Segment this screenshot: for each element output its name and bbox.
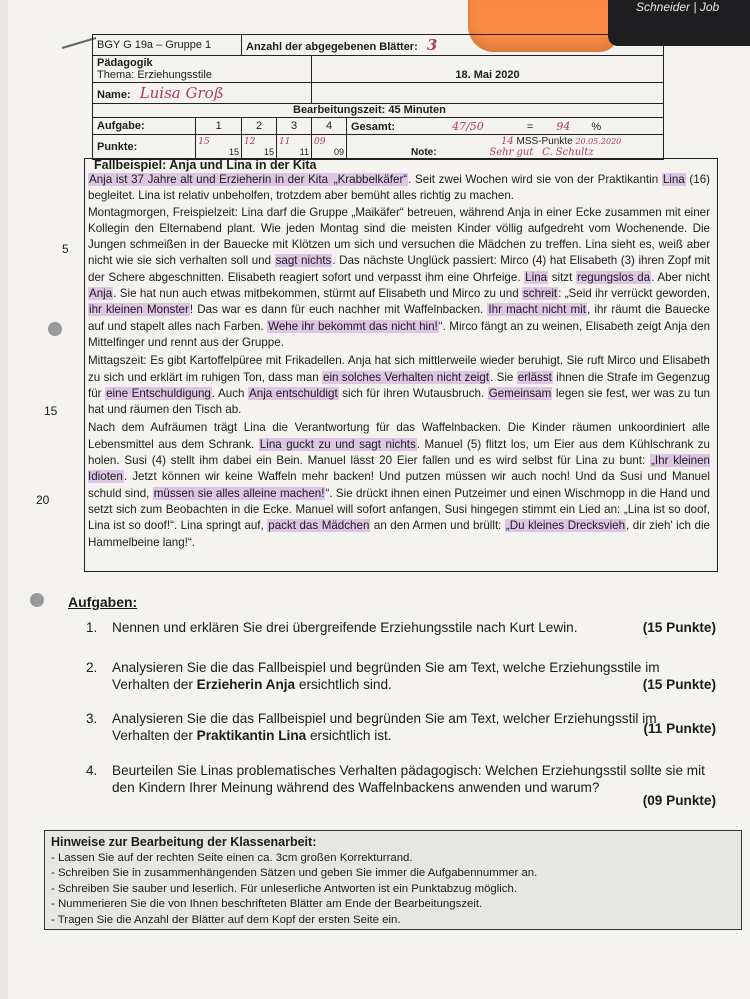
paragraph-waffles: Nach dem Aufräumen trägt Lina die Verantwortung für das Waffelnbacken. Die Kinder räumen unkoordiniert alle Lebensmittel aus dem Schrank. Lina guckt zu und sagt nichts. Manuel (5) flitzt los, um Eier aus dem Kühlschrank zu holen. Susi (4) stellt ihm dabei ein Bein. Manuel lässt 20 Eier fallen und es wird selbst für Lina zu bunt: „Ihr kleinen Idioten. Jetzt können wir keine Waffeln mehr backen! Und putzen müssen wir auch noch! Und da Susi und Manuel schuld sind, müssen sie alles alleine machen!“. Sie drückt ihnen einen Putzeimer und einen Wischmopp in die Hand und setzt sich zum Beobachten in die Ecke. Manuel will sofort anfangen, Susi hingegen stimmt ein Lied an: „Lina ist so doof, Lina ist so doof!“. Lina springt auf, packt das Mädchen an den Armen und brüllt: „Du kleines Drecksvieh, dir zieh' ich die Hammelbeine lang!“. (88, 421, 710, 549)
name-value: Luisa Groß (139, 84, 224, 102)
task-4: 4 (312, 118, 347, 135)
exam-header-table (92, 34, 664, 160)
punch-hole-bottom (30, 593, 44, 607)
line-number-20: 20 (36, 493, 50, 507)
task-item-2: 2. Analysieren Sie die das Fallbeispiel und begründen Sie am Text, welche Erziehungsstile im Verhalten der Erzieherin Anja ersichtlich sind. (15 Punkte) (86, 660, 716, 692)
name-cell: Name: Luisa Groß (93, 83, 312, 104)
task-label: Aufgabe: (93, 118, 196, 135)
points-3: 11 11 (277, 135, 312, 160)
course-cell: BGY G 19a – Gruppe 1 (93, 35, 242, 56)
marker-brand: Schneider | Job (636, 0, 720, 14)
hint-item: - Schreiben Sie sauber und leserlich. Für unleserliche Antworten ist ein Punktabzug möglich. (51, 882, 517, 895)
case-title: Fallbeispiel: Anja und Lina in der Kita (94, 158, 317, 172)
sheets-cell: Anzahl der abgegebenen Blätter: 3 (242, 35, 664, 56)
task-item-3: 3. Analysieren Sie die das Fallbeispiel und begründen Sie am Text, welcher Erziehungsstil im Verhalten der Praktikantin Lina ersichtlich ist. (11 Punkte) (86, 711, 716, 743)
hint-item: - Nummerieren Sie die von Ihnen beschrifteten Blätter am Ende der Bearbeitungszeit. (51, 898, 483, 910)
total-cell: Gesamt: 47/50 = 94 % (347, 118, 664, 135)
task-item-4: 4. Beurteilen Sie Linas problematisches Verhalten pädagogisch: Welchen Erziehungsstil sollte sie mit den Kindern Ihrer Meinung während des Waffelnbackens anwenden und warum? (09 Punkte) (86, 763, 716, 808)
points-4: 09 09 (312, 135, 347, 160)
task-3: 3 (277, 118, 312, 135)
task-1: 1 (196, 118, 242, 135)
hints-box (44, 830, 742, 930)
hint-item: - Schreiben Sie in zusammenhängenden Sätzen und geben Sie immer die Aufgabennummer an. (51, 867, 538, 879)
time-cell: Bearbeitungszeit: 45 Minuten (93, 104, 664, 118)
line-number-5: 5 (62, 242, 69, 256)
name-right-cell (312, 83, 664, 104)
case-text (88, 172, 710, 553)
sheets-value: 3 (426, 36, 438, 54)
task-2: 2 (242, 118, 277, 135)
subject-cell: Pädagogik Thema: Erziehungsstile (93, 56, 312, 83)
date-cell: 18. Mai 2020 (312, 56, 664, 83)
line-number-15: 15 (44, 404, 58, 418)
grade-cell: 14 MSS-Punkte 20.05.2020 Note: Sehr gut C. Schultz (347, 135, 664, 160)
points-label: Punkte: (93, 135, 196, 160)
points-1: 15 15 (196, 135, 242, 160)
hint-item: - Tragen Sie die Anzahl der Blätter auf dem Kopf der ersten Seite ein. (51, 913, 401, 926)
paragraph-morning: Anja ist 37 Jahre alt und Erzieherin in der Kita „Krabbelkäfer“. Seit zwei Wochen wird sie von der Praktikantin Lina (16) begleitet. Lina ist relativ unbeholfen, trotzdem aber bemüht alles richtig zu machen. Montagmorgen, Freispielzeit: Lina darf die Gruppe „Maikäfer“ betreuen, während Anja in einer Ecke zusammen mit einer Kollegin den Elternabend plant. Wie jeden Montag sind die meisten Kinder völlig aufgedreht vom Wochenende. Die Jungen schmeißen in der Bauecke mit Klötzen um sich und versuchen die Mädchen zu treffen. Lina sieht es, weiß aber nicht wie sie sich verhalten soll und sagt nichts. Das nächste Unglück passiert: Mirco (4) hat Elisabeth (3) ihren Zopf mit der Schere abgeschnitten. Elisabeth reagiert sofort und verpasst ihm eine Ohrfeige. Lina sitzt regungslos da. Aber nicht Anja. Sie hat nun auch etwas mitbekommen, stürmt auf Elisabeth und Mirco zu und schreit: „Seid ihr verrückt geworden, ihr kleinen Monster! Das war es dann für euch nachher mit Waffelnbacken. Ihr macht nicht mit, ihr räumt die Bauecke auf und stapelt alles nach Farben. Wehe ihr bekommt das nicht hin!“. Mirco fängt an zu weinen, Elisabeth zeigt Anja den Mittelfinger und rennt aus der Gruppe. (88, 173, 711, 349)
task-item-1: 1. Nennen und erklären Sie drei übergreifende Erziehungsstile nach Kurt Lewin. (15 Punkte) (86, 620, 716, 635)
hint-item: - Lassen Sie auf der rechten Seite einen ca. 3cm großen Korrekturrand. (51, 851, 413, 864)
hints-title: Hinweise zur Bearbeitung der Klassenarbeit: (51, 835, 317, 849)
points-2: 12 15 (242, 135, 277, 160)
punch-hole-top (48, 322, 62, 336)
tasks-heading: Aufgaben: (68, 594, 138, 610)
paragraph-lunch: Mittagszeit: Es gibt Kartoffelpüree mit Frikadellen. Anja hat sich mittlerweile wieder beruhigt. Sie ruft Mirco und Elisabeth zu sich und erklärt im ruhigen Ton, dass man ein solches Verhalten nicht zeigt. Sie erlässt ihnen die Strafe im Gegenzug für eine Entschuldigung. Auch Anja entschuldigt sich für ihren Wutausbruch. Gemeinsam legen sie fest, wer was zu tun hat und räumen den Tisch ab. (88, 354, 710, 417)
